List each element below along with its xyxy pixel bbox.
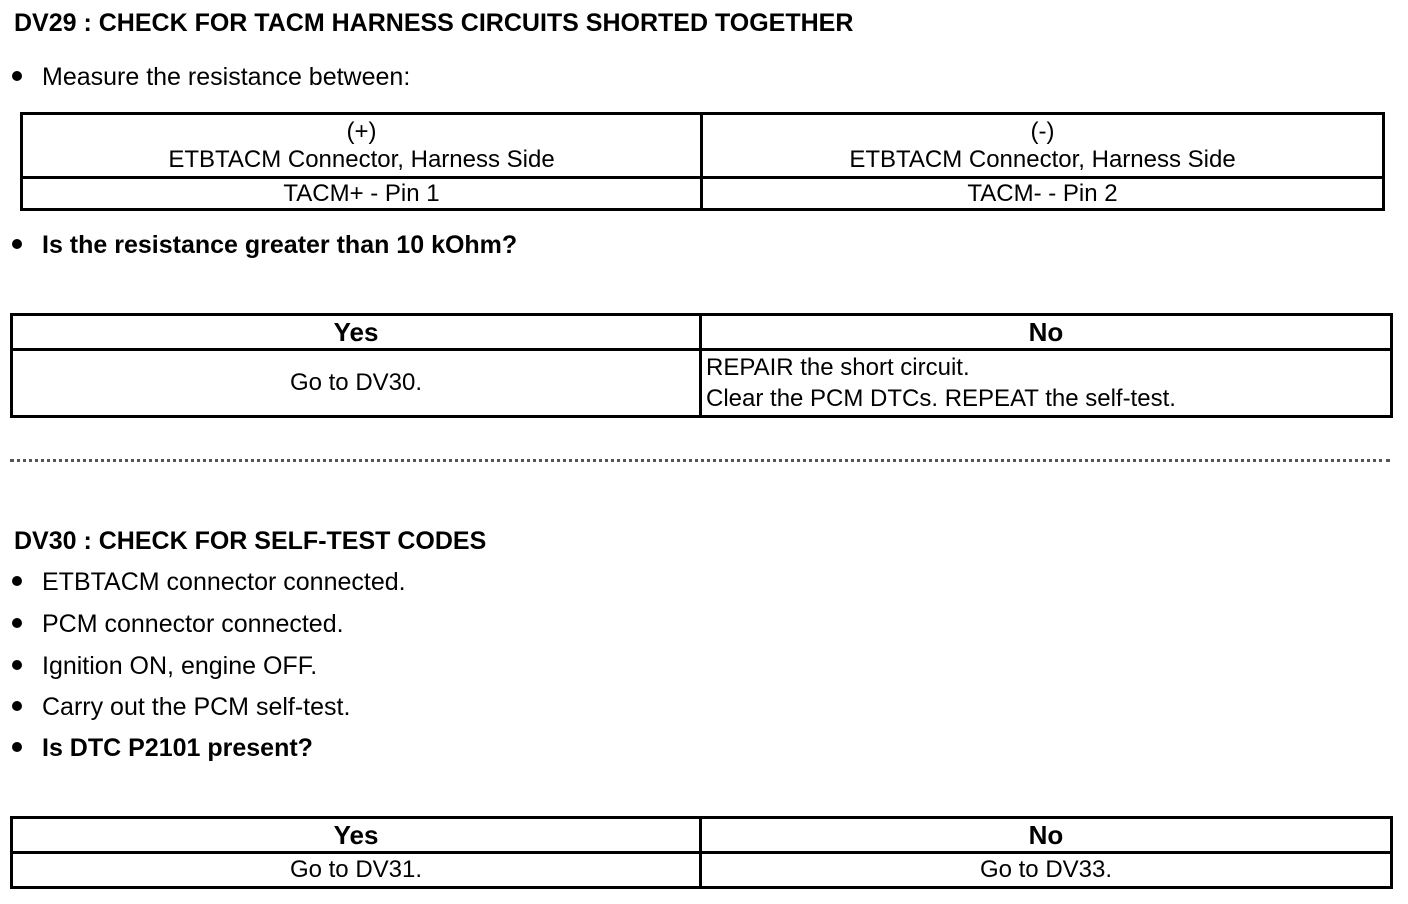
dv30-question [12, 733, 313, 763]
measure-text: Measure the resistance between: [42, 63, 411, 91]
plus-connector-label: ETBTACM Connector, Harness Side [168, 145, 555, 173]
no-action-cell [701, 350, 1392, 417]
minus-column-header [702, 114, 1384, 178]
no-header: No [701, 315, 1392, 350]
yes-header: Yes [12, 818, 701, 853]
yes-header: Yes [12, 315, 701, 350]
dv29-measure-step [12, 62, 410, 92]
minus-sign: (-) [1030, 117, 1055, 145]
no-action-line-1: REPAIR the short circuit. [706, 354, 970, 381]
dv30-step-3 [12, 651, 317, 681]
dv29-result-table [10, 313, 1393, 418]
dv30-step-1 [12, 567, 406, 597]
bullet-icon [12, 239, 22, 249]
yes-action-cell: Go to DV30. [12, 350, 701, 417]
dv30-result-table [10, 816, 1393, 889]
bullet-icon [12, 701, 22, 711]
dv29-heading: DV29 : CHECK FOR TACM HARNESS CIRCUITS SHORTED TOGETHER [14, 9, 854, 37]
bullet-icon [12, 618, 22, 628]
question-text: Is DTC P2101 present? [42, 734, 313, 762]
minus-connector-label: ETBTACM Connector, Harness Side [849, 145, 1236, 173]
question-text: Is the resistance greater than 10 kOhm? [42, 231, 518, 259]
plus-sign: (+) [346, 117, 377, 145]
bullet-icon [12, 71, 22, 81]
plus-column-header [22, 114, 702, 178]
dv30-heading: DV30 : CHECK FOR SELF-TEST CODES [14, 527, 487, 555]
bullet-icon [12, 742, 22, 752]
dv30-step-4 [12, 692, 350, 722]
no-action-cell: Go to DV33. [701, 853, 1392, 888]
step-text: Ignition ON, engine OFF. [42, 652, 318, 680]
no-action-line-2: Clear the PCM DTCs. REPEAT the self-test. [706, 385, 1176, 412]
step-text: ETBTACM connector connected. [42, 568, 406, 596]
minus-pin-cell: TACM- - Pin 2 [702, 178, 1384, 210]
bullet-icon [12, 576, 22, 586]
no-header: No [701, 818, 1392, 853]
dv30-step-2 [12, 609, 344, 639]
step-text: PCM connector connected. [42, 610, 344, 638]
bullet-icon [12, 660, 22, 670]
section-divider [10, 459, 1390, 462]
step-text: Carry out the PCM self-test. [42, 693, 351, 721]
yes-action-cell: Go to DV31. [12, 853, 701, 888]
plus-pin-cell: TACM+ - Pin 1 [22, 178, 702, 210]
measurement-table [20, 112, 1385, 211]
dv29-question [12, 230, 517, 260]
